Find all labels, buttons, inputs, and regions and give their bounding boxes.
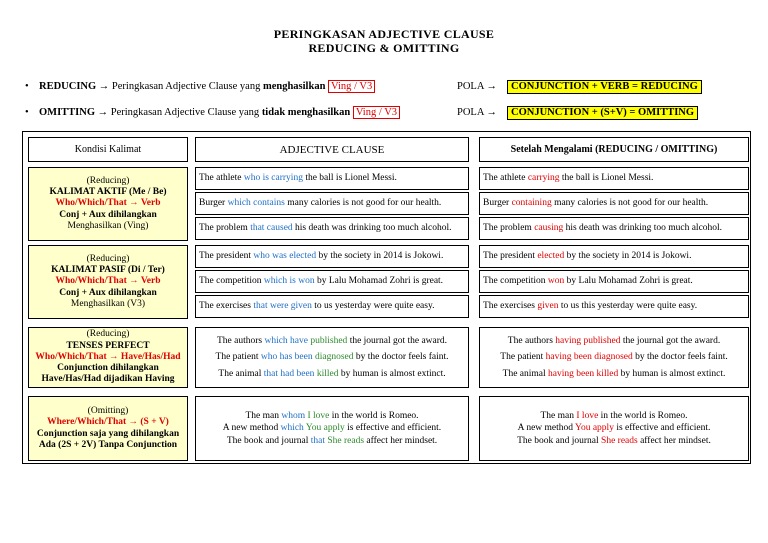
- sentence-left: [195, 167, 469, 190]
- rule-keyword: OMITTING: [39, 107, 96, 118]
- header-setelah: Setelah Mengalami (REDUCING / OMITTING): [479, 137, 749, 162]
- sentence-text: by the doctor feels faint.: [632, 352, 728, 363]
- sentence-text: Burger: [199, 198, 228, 208]
- sentence-highlight: She reads: [324, 435, 365, 446]
- sentence-highlight: that caused: [250, 223, 293, 233]
- sentence-text: by Lalu Mohamad Zohri is great.: [564, 276, 693, 286]
- sentence-left: [195, 270, 469, 293]
- sentence-text: The athlete: [199, 173, 244, 183]
- sentence-text: A new method: [222, 423, 281, 434]
- sentence-highlight: whom: [281, 410, 306, 421]
- sentence-text: The book and journal: [517, 435, 602, 446]
- sentence-highlight: given: [537, 301, 559, 311]
- rule-omitting: [20, 104, 750, 122]
- sentence-right: [479, 295, 749, 318]
- sentence-line: [480, 349, 748, 366]
- sentence-text: The problem: [483, 223, 535, 233]
- kondisi-line: Conjunction saja yang dihilangkan: [36, 428, 180, 439]
- sentence-text: The man: [245, 410, 282, 421]
- rule-text: → Peringkasan Adjective Clause yang: [95, 107, 262, 118]
- sentence-right: [479, 270, 749, 293]
- sentence-text: the journal got the award.: [620, 335, 721, 346]
- sentence-highlight: that had been: [263, 368, 315, 379]
- sentence-text: The animal: [218, 368, 264, 379]
- sentence-text: The animal: [502, 368, 549, 379]
- sentence-text: The man: [540, 410, 577, 421]
- sentence-right: [479, 245, 749, 268]
- sentence-text: The athlete: [483, 173, 528, 183]
- sentence-text: affect her mindset.: [637, 435, 711, 446]
- kondisi-line: (Reducing): [86, 175, 130, 186]
- sentence-highlight: having been killed: [548, 368, 619, 379]
- sentence-text: The exercises: [199, 301, 254, 311]
- rule-box: Ving / V3: [328, 80, 375, 93]
- sentence-highlight: having published: [555, 335, 621, 346]
- sentence-highlight: elected: [537, 251, 565, 261]
- header-kondisi: Kondisi Kalimat: [28, 137, 188, 162]
- sentence-right: [479, 217, 749, 240]
- sentence-highlight: containing: [511, 198, 552, 208]
- kondisi-perfect: [28, 327, 188, 388]
- sentence-text: The competition: [199, 276, 264, 286]
- sentence-highlight: You apply: [575, 423, 614, 434]
- kondisi-line: (Reducing): [86, 329, 130, 340]
- sentence-text: The patient: [500, 352, 546, 363]
- sentence-line: [480, 333, 748, 350]
- kondisi-line: Conj + Aux dihilangkan: [59, 287, 157, 298]
- sentence-text: The authors: [216, 335, 265, 346]
- sentence-highlight: I love: [305, 410, 330, 421]
- page-subtitle: REDUCING & OMITTING: [308, 41, 460, 55]
- omitting-right: [479, 396, 749, 461]
- kondisi-line: Menghasilkan (Ving): [67, 220, 149, 231]
- kondisi-line: Conj + Aux dihilangkan: [59, 209, 157, 220]
- summary-table: [22, 131, 751, 464]
- kondisi-line: Who/Which/That → Verb: [55, 198, 161, 209]
- sentence-text: in the world is Romeo.: [329, 410, 419, 421]
- sentence-highlight: that: [310, 435, 325, 446]
- sentence-text: by the society in 2014 is Jokowi.: [564, 251, 692, 261]
- sentence-text: in the world is Romeo.: [598, 410, 688, 421]
- sentence-text: A new method: [517, 423, 576, 434]
- omitting-left: [195, 396, 469, 461]
- sentence-text: his death was drinking too much alcohol.: [563, 223, 723, 233]
- bullet-icon: •: [25, 81, 29, 92]
- sentence-highlight: having been diagnosed: [545, 352, 633, 363]
- sentence-text: by Lalu Mohamad Zohri is great.: [314, 276, 444, 286]
- sentence-text: to us yesterday were quite easy.: [311, 301, 435, 311]
- sentence-highlight: killed: [314, 368, 339, 379]
- kondisi-line: Who/Which/That → Have/Has/Had: [35, 351, 181, 362]
- sentence-line: [196, 435, 468, 448]
- sentence-line: [196, 410, 468, 423]
- sentence-text: by the doctor feels faint.: [353, 352, 449, 363]
- sentence-text: is effective and efficient.: [613, 423, 711, 434]
- sentence-highlight: which is won: [263, 276, 315, 286]
- sentence-highlight: which contains: [227, 198, 285, 208]
- sentence-text: by human is almost extinct.: [618, 368, 726, 379]
- kondisi-line: Menghasilkan (V3): [70, 298, 146, 309]
- sentence-highlight: published: [307, 335, 348, 346]
- sentence-highlight: which have: [264, 335, 308, 346]
- sentence-line: [480, 410, 748, 423]
- kondisi-line: Ada (2S + 2V) Tanpa Conjunction: [38, 439, 178, 450]
- sentence-text: many calories is not good for our health.: [284, 198, 442, 208]
- sentence-line: [196, 366, 468, 383]
- sentence-text: The competition: [483, 276, 548, 286]
- sentence-highlight: who has been: [260, 352, 313, 363]
- rule-description: [39, 104, 400, 122]
- perfect-right: [479, 327, 749, 388]
- sentence-left: [195, 245, 469, 268]
- sentence-text: the journal got the award.: [347, 335, 448, 346]
- sentence-text: to us this yesterday were quite easy.: [558, 301, 698, 311]
- sentence-highlight: She reads: [601, 435, 638, 446]
- sentence-left: [195, 192, 469, 215]
- sentence-text: affect her mindset.: [364, 435, 438, 446]
- header-adjective-clause: ADJECTIVE CLAUSE: [195, 137, 469, 162]
- sentence-text: the ball is Lionel Messi.: [302, 173, 397, 183]
- sentence-text: the ball is Lionel Messi.: [559, 173, 654, 183]
- pola-label: POLA →: [457, 81, 497, 92]
- sentence-highlight: carrying: [527, 173, 560, 183]
- sentence-line: [196, 333, 468, 350]
- sentence-text: The problem: [199, 223, 251, 233]
- sentence-line: [480, 435, 748, 448]
- sentence-left: [195, 217, 469, 240]
- sentence-text: The president: [483, 251, 538, 261]
- sentence-highlight: that were given: [253, 301, 312, 311]
- sentence-text: Burger: [483, 198, 512, 208]
- kondisi-line: (Omitting): [87, 405, 129, 416]
- sentence-line: [480, 366, 748, 383]
- kondisi-line: Who/Which/That → Verb: [55, 276, 161, 287]
- rule-reducing: [20, 78, 750, 96]
- kondisi-omitting: [28, 396, 188, 461]
- kondisi-line: Have/Has/Had dijadikan Having: [41, 374, 175, 385]
- sentence-right: [479, 192, 749, 215]
- kondisi-passive: [28, 245, 188, 319]
- sentence-right: [479, 167, 749, 190]
- rule-emphasis: menghasilkan: [262, 81, 326, 92]
- sentence-text: The president: [199, 251, 254, 261]
- kondisi-line: (Reducing): [86, 253, 130, 264]
- rule-text: → Peringkasan Adjective Clause yang: [96, 81, 263, 92]
- sentence-text: The authors: [507, 335, 556, 346]
- sentence-text: many calories is not good for our health.: [551, 198, 709, 208]
- sentence-text: by the society in 2014 is Jokowi.: [316, 251, 444, 261]
- sentence-highlight: who was elected: [253, 251, 317, 261]
- sentence-text: The book and journal: [226, 435, 311, 446]
- rule-box: Ving / V3: [353, 106, 400, 119]
- sentence-text: The exercises: [483, 301, 538, 311]
- perfect-left: [195, 327, 469, 388]
- bullet-icon: •: [25, 107, 29, 118]
- formula-omitting: CONJUNCTION + (S+V) = OMITTING: [507, 106, 698, 120]
- rule-description: [39, 78, 375, 96]
- sentence-left: [195, 295, 469, 318]
- page-title: PERINGKASAN ADJECTIVE CLAUSE: [273, 27, 495, 41]
- rule-emphasis: tidak menghasilkan: [261, 107, 351, 118]
- formula-reducing: CONJUNCTION + VERB = REDUCING: [507, 80, 702, 94]
- sentence-highlight: which: [280, 423, 304, 434]
- rule-keyword: REDUCING: [39, 81, 97, 92]
- kondisi-active: [28, 167, 188, 241]
- sentence-line: [196, 422, 468, 435]
- sentence-line: [196, 349, 468, 366]
- kondisi-line: KALIMAT PASIF (Di / Ter): [51, 265, 165, 276]
- kondisi-line: KALIMAT AKTIF (Me / Be): [49, 187, 167, 198]
- sentence-highlight: You apply: [303, 423, 345, 434]
- sentence-highlight: who is carrying: [243, 173, 303, 183]
- kondisi-line: Conjunction dihilangkan: [57, 363, 159, 374]
- sentence-text: The patient: [215, 352, 261, 363]
- sentence-text: is effective and efficient.: [344, 423, 442, 434]
- sentence-highlight: diagnosed: [312, 352, 354, 363]
- sentence-highlight: I love: [576, 410, 599, 421]
- sentence-text: by human is almost extinct.: [338, 368, 446, 379]
- pola-label: POLA →: [457, 107, 497, 118]
- sentence-line: [480, 422, 748, 435]
- kondisi-line: Where/Which/That → (S + V): [47, 417, 169, 428]
- kondisi-line: TENSES PERFECT: [66, 340, 150, 351]
- sentence-highlight: causing: [534, 223, 564, 233]
- sentence-text: his death was drinking too much alcohol.: [292, 223, 452, 233]
- sentence-highlight: won: [547, 276, 565, 286]
